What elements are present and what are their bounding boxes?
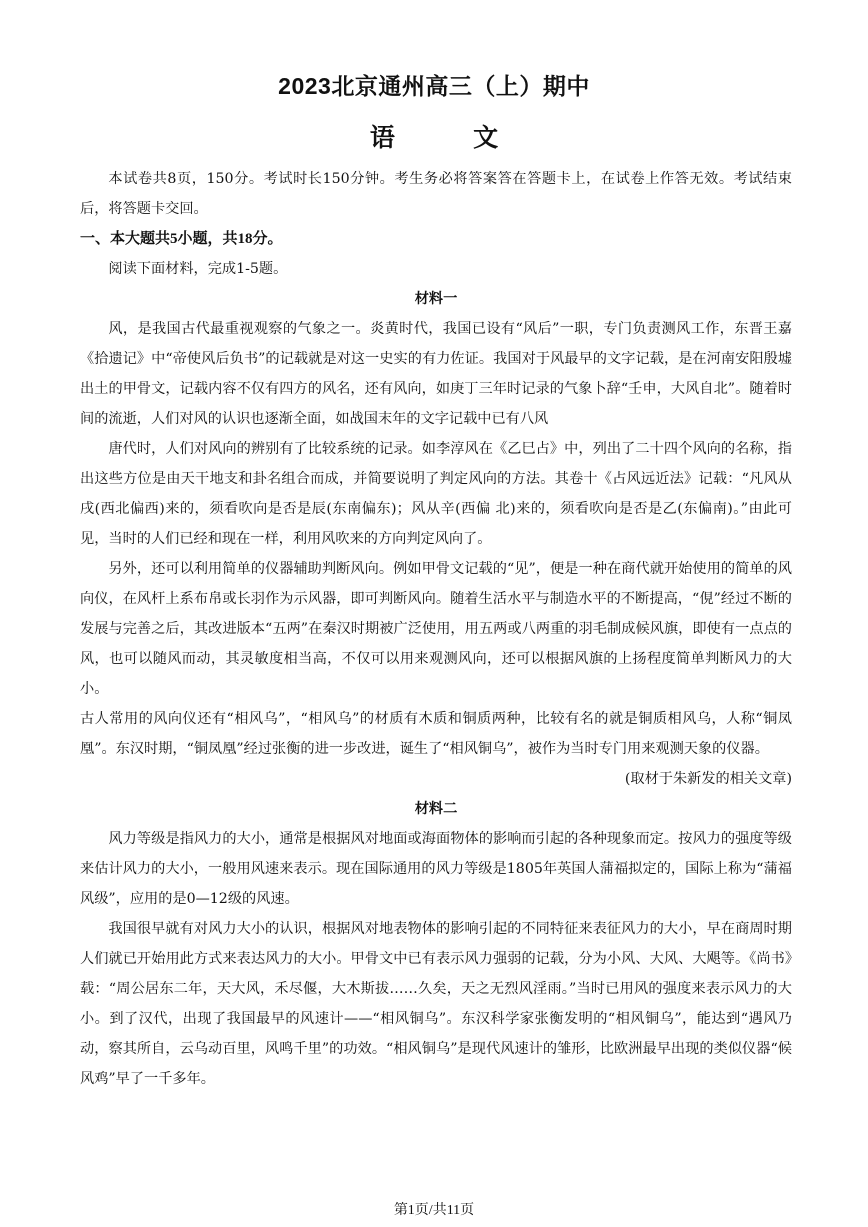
section-heading: 一、本大题共5小题，共18分。 [80,231,283,247]
material-1-paragraph: 唐代时，人们对风向的辨别有了比较系统的记录。如李淳风在《乙巳占》中，列出了二十四个风向的名称，指出这些方位是由天干地支和卦名组合而成，并简要说明了判定风向的方法。其卷十《占风远近法》记载：“凡风从戌(西北偏西)来的，须看吹向是否是辰(东南偏东)；风从辛(西偏 北)来的，须看吹向是否是乙(东偏南)。”由此可见，当时的人们已经和现在一样，利用风吹来的方向判定风向了。 [80,441,792,547]
material-1-source: (取材于朱新发的相关文章) [624,771,792,787]
subject-title: 语 文 [369,125,535,152]
material-1-paragraph: 另外，还可以利用简单的仪器辅助判断风向。例如甲骨文记载的“见”，便是一种在商代就开始使用的简单的风向仪，在风杆上系布帛或长羽作为示风器，即可判断风向。随着生活水平与制造水平的不断提高，“俔”经过不断的发展与完善之后，其改进版本“五两”在秦汉时期被广泛使用，用五两或八两重的羽毛制成候风旗，即使有一点点的风，也可以随风而动，其灵敏度相当高，不仅可以用来观测风向，还可以根据风旗的上扬程度简单判断风力的大小。 [80,561,792,697]
material-2-title: 材料二 [414,801,458,817]
material-1-paragraph: 古人常用的风向仪还有“相风乌”，“相风乌”的材质有木质和铜质两种，比较有名的就是铜质相风乌，人称“铜凤凰”。东汉时期，“铜凤凰”经过张衡的进一步改进，诞生了“相风铜乌”，被作为当时专门用来观测天象的仪器。 [80,711,792,757]
material-2-paragraph: 风力等级是指风力的大小，通常是根据风对地面或海面物体的影响而引起的各种现象而定。按风力的强度等级来估计风力的大小，一般用风速来表示。现在国际通用的风力等级是1805年英国人蒲福拟定的，国际上称为“蒲福风级”，应用的是0—12级的风速。 [80,831,792,907]
material-1-paragraph: 风，是我国古代最重视观察的气象之一。炎黄时代，我国已设有“风后”一职，专门负责测风工作，东晋王嘉《拾遗记》中“帝使风后负书”的记载就是对这一史实的有力佐证。我国对于风最早的文字记载，是在河南安阳殷墟出土的甲骨文，记载内容不仅有四方的风名，还有风向，如庚丁三年时记录的气象卜辞“壬申，大风自北”。随着时间的流逝，人们对风的认识也逐渐全面，如战国末年的文字记载中已有八风 [80,321,792,427]
exam-instructions: 本试卷共8页，150分。考试时长150分钟。考生务必将答案答在答题卡上，在试卷上作答无效。考试结束后，将答题卡交回。 [80,171,792,217]
section-intro: 阅读下面材料，完成1-5题。 [108,261,288,277]
material-2-paragraph: 我国很早就有对风力大小的认识，根据风对地表物体的影响引起的不同特征来表征风力的大小，早在商周时期人们就已开始用此方式来表达风力的大小。甲骨文中已有表示风力强弱的记载，分为小风、大风、大飓等。《尚书》载：“周公居东二年，天大风，禾尽偃，大木斯拔……久矣，天之无烈风淫雨。”当时已用风的强度来表示风力的大小。到了汉代，出现了我国最早的风速计——“相风铜乌”。东汉科学家张衡发明的“相风铜乌”，能达到“遇风乃动，察其所自，云乌动百里，风鸣千里”的功效。“相风铜乌”是现代风速计的雏形，比欧洲最早出现的类似仪器“候风鸡”早了一千多年。 [80,921,792,1087]
material-1-title: 材料一 [414,291,458,307]
page-number: 第1页/共11页 [393,1203,475,1218]
exam-title: 2023北京通州高三（上）期中 [278,73,590,99]
exam-body [80,164,792,1094]
